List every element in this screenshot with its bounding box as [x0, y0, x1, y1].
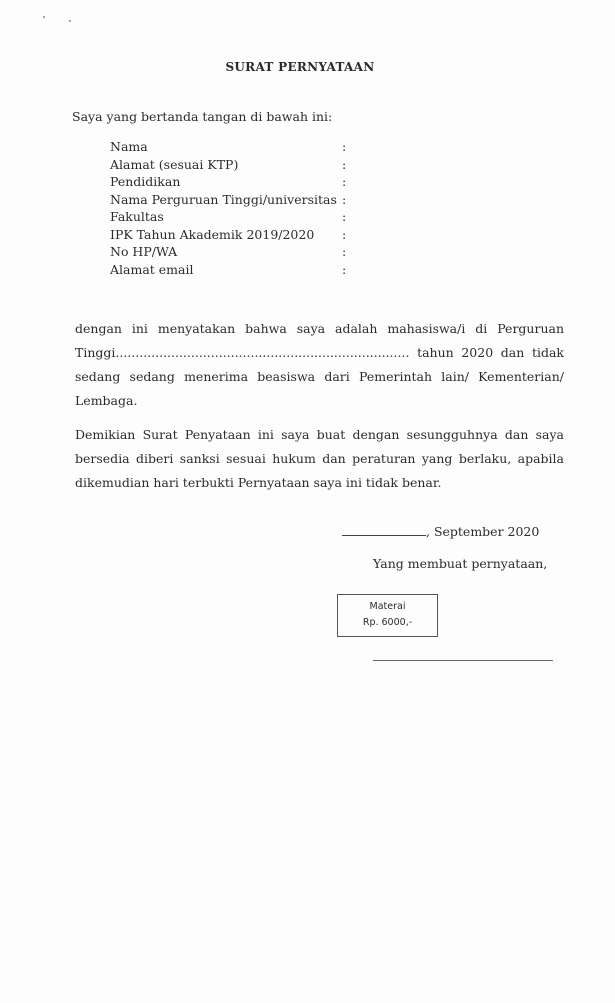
field-row-nama [110, 138, 350, 156]
field-label: Nama Perguruan Tinggi/universitas [110, 191, 337, 207]
field-colon: : [342, 261, 347, 277]
identity-field-list [110, 138, 350, 278]
signature-line [373, 660, 553, 661]
field-row-no-hp [110, 243, 350, 261]
field-colon: : [342, 209, 347, 224]
field-row-ipk [110, 226, 350, 244]
signatory-caption: Yang membuat pernyataan, [373, 556, 548, 571]
statement-line: Tinggi.......................................................................... tahun 2020 dan tidak [75, 345, 564, 360]
field-label: Pendidikan [110, 174, 181, 189]
closing-line: bersedia diberi sanksi sesuai hukum dan peraturan yang berlaku, apabila [75, 451, 564, 466]
statement-paragraph [75, 317, 564, 413]
field-colon: : [342, 244, 347, 259]
closing-line: Demikian Surat Penyataan ini saya buat dengan sesungguhnya dan saya [75, 427, 564, 442]
statement-line: Lembaga. [75, 393, 138, 408]
field-row-alamat [110, 156, 350, 174]
field-row-pendidikan [110, 173, 350, 191]
field-colon: : [342, 156, 347, 172]
document-title: SURAT PERNYATAAN [225, 60, 375, 74]
date-blank [342, 523, 426, 536]
field-colon: : [342, 226, 347, 242]
field-label: Alamat (sesuai KTP) [110, 156, 239, 172]
field-row-email [110, 261, 350, 279]
field-label: Fakultas [110, 209, 164, 224]
scan-speck [69, 20, 71, 22]
field-colon: : [342, 191, 347, 207]
closing-line: dikemudian hari terbukti Pernyataan saya ini tidak benar. [75, 475, 442, 490]
intro-text: Saya yang bertanda tangan di bawah ini: [72, 109, 333, 124]
materai-stamp-box [337, 594, 438, 637]
field-label: Nama [110, 139, 148, 154]
closing-paragraph [75, 423, 564, 495]
stamp-label: Materai [369, 601, 406, 612]
field-colon: : [342, 174, 347, 189]
statement-line: sedang sedang menerima beasiswa dari Pemerintah lain/ Kementerian/ [75, 369, 564, 384]
field-label: IPK Tahun Akademik 2019/2020 [110, 226, 315, 242]
date-line [342, 523, 539, 539]
date-text: , September 2020 [426, 524, 540, 539]
field-label: Alamat email [110, 261, 194, 277]
field-row-fakultas [110, 208, 350, 226]
field-label: No HP/WA [110, 244, 178, 259]
statement-line: dengan ini menyatakan bahwa saya adalah mahasiswa/i di Perguruan [75, 321, 564, 336]
stamp-amount: Rp. 6000,- [362, 617, 413, 628]
field-colon: : [342, 139, 347, 154]
scan-speck [43, 16, 45, 18]
field-row-perguruan-tinggi [110, 191, 350, 209]
